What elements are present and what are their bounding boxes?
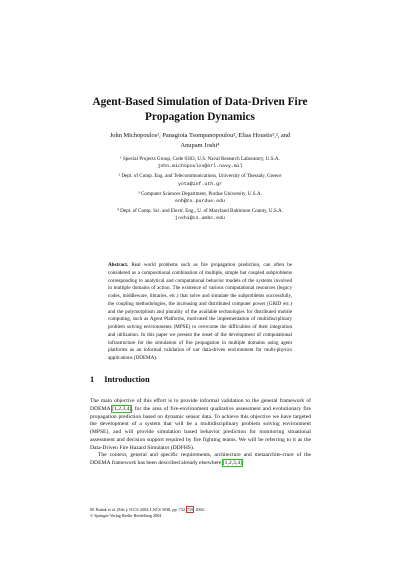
affiliation-text: ⁴ Dept. of Comp. Sci. and Electr. Eng., U. of Maryland Baltimore County, U.S.A. (117, 208, 283, 215)
authors-line-1: John Michopoulos¹, Panagiota Tsompanopoulou², Elias Houstis³,², and (109, 132, 291, 139)
authors-line-2: Anupam Joshi⁴ (180, 142, 220, 149)
citation-link[interactable]: [1,2,3,4] (222, 460, 242, 466)
affiliation-text: ¹ Special Projects Group, Code 6303, U.S. Naval Research Laboratory, U.S.A. (120, 156, 280, 162)
author-list (0, 131, 400, 151)
page-link[interactable]: 739 (187, 507, 194, 512)
affiliation (60, 156, 340, 170)
affiliation-email: enh@cs.purdue.edu (175, 199, 225, 205)
abstract-label: Abstract. (108, 262, 129, 268)
footer-copyright: © Springer-Verlag Berlin Heidelberg 2004 (90, 512, 162, 518)
affiliation-text: ³ Computer Sciences Department, Purdue University, U.S.A. (138, 190, 262, 197)
section-heading (90, 375, 150, 385)
footer-text: M. Bubak et al. (Eds.): ICCS 2004, LNCS 3038, pp. 732– (90, 507, 188, 512)
section-number: 1 (90, 375, 95, 384)
title-line-2: Propagation Dynamics (145, 111, 255, 123)
paragraph (90, 398, 311, 452)
affiliations (60, 156, 340, 226)
paragraph-text: The context, general and specific requirements, architecture and metaarchite-cture of the DDEMA framework has been described already elsewhere (90, 452, 311, 466)
affiliation-text: ² Dept. of Comp. Eng. and Telecommunications, University of Thessaly, Greece (118, 173, 282, 180)
affiliation-email: joshi@cs.umbc.edu (175, 216, 225, 222)
title-line-1: Agent-Based Simulation of Data-Driven Fire (92, 96, 308, 108)
affiliation-email: yota@inf.uth.gr (177, 181, 223, 187)
paragraph-text: The main objective of this effort is to provide informal validation to the general framework of DDEMA (90, 398, 311, 412)
paragraph-text: . (241, 460, 244, 466)
paragraph (90, 452, 311, 468)
affiliation (60, 191, 340, 205)
footer-text: , 2004. (193, 507, 205, 512)
abstract-text: Real world problems such as fire propagation prediction, can often be considered as a compositional combination of multiple, simple but coupled subproblems corresponding to analytical and computational behavior models of the systems involved in multiple domains of action. The existence of various computational resources (legacy codes, middleware, libraries, etc.) that solve and simulate the subproblems successfully, the coupling methodologies, the increasing and distributed computer power (GRID etc.) and the polymorphism and plurality of the available technologies for distributed mobile computing, such as Agent Platforms, motivated the implementation of multidisciplinary problem solving environments (MPSE) to overcome the difficulties of their integration and utilization. In this paper we present the onset of the development of computational infrastructure for the simulation of fire propagation in multiple domains using agent platforms as an informal validation of our data-driven environment for multi-physics applications (DDEMA). (108, 262, 292, 361)
page-footer (90, 507, 311, 518)
affiliation-email: john.michopoulos@nrl.navy.mil (157, 164, 243, 170)
citation-link[interactable]: [1,2,3,4] (112, 405, 132, 412)
affiliation (60, 173, 340, 187)
intro-body (90, 398, 311, 468)
section-title: Introduction (104, 375, 150, 384)
affiliation (60, 208, 340, 222)
paper-title (0, 95, 400, 125)
abstract (108, 262, 292, 363)
paragraph-text: , for the area of fire-environment qualitative assessment and evolutionary fire propagation prediction based on dynamic sensor data. To achieve this objective we have targeted the development of a system that will be a multidisciplinary problem solving environment (MPSE), and will provide simulation based behavior prediction for monitoring situational assessment and decision support required by fire fighting teams. We will be referring to it as the Data-Driven Fire Hazard Simulator (DDFHS). (90, 405, 311, 451)
